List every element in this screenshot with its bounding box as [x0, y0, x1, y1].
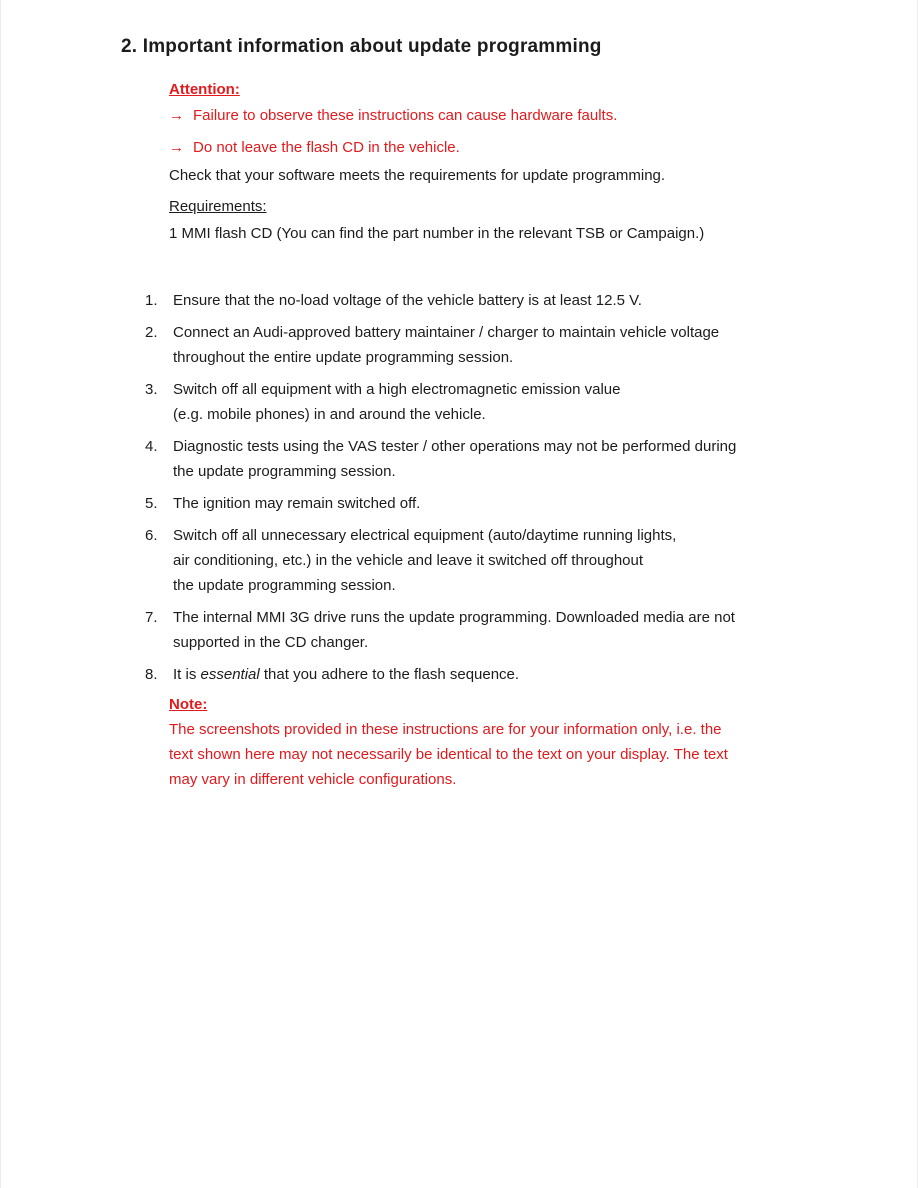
step-text — [173, 605, 735, 655]
step-line: The ignition may remain switched off. — [173, 495, 421, 512]
step-line: Switch off all equipment with a high electromagnetic emission value — [173, 381, 621, 398]
step-line: air conditioning, etc.) in the vehicle and leave it switched off throughout — [173, 552, 644, 569]
warning-text-2: Do not leave the flash CD in the vehicle. — [193, 139, 460, 156]
step-text — [173, 662, 519, 687]
step-text — [173, 377, 620, 427]
step-line: Ensure that the no-load voltage of the vehicle battery is at least 12.5 V. — [173, 292, 642, 309]
instruction-steps — [145, 288, 736, 694]
step-line: throughout the entire update programming session. — [173, 349, 514, 366]
step-number: 4. — [145, 438, 158, 455]
step-2 — [145, 320, 736, 370]
note-line: may vary in different vehicle configurations. — [169, 771, 457, 788]
step-5 — [145, 491, 736, 516]
warning-line-1 — [169, 106, 617, 126]
step-text-post: that you adhere to the flash sequence. — [259, 666, 520, 683]
step-line: the update programming session. — [173, 577, 396, 594]
step-line: Connect an Audi-approved battery maintainer / charger to maintain vehicle voltage — [173, 324, 720, 341]
step-number: 8. — [145, 666, 158, 683]
step-text — [173, 434, 736, 484]
step-7 — [145, 605, 736, 655]
requirements-heading: Requirements: — [169, 198, 267, 215]
note-section — [169, 692, 728, 792]
warning-line-2 — [169, 138, 460, 158]
step-1 — [145, 288, 736, 313]
arrow-right-icon: → — [169, 139, 184, 156]
step-number: 6. — [145, 527, 158, 544]
step-line: The internal MMI 3G drive runs the update programming. Downloaded media are not — [173, 609, 735, 626]
step-text-emphasis: essential — [200, 666, 260, 683]
note-heading: Note: — [169, 696, 208, 713]
step-text-pre: It is — [173, 666, 201, 683]
intro-text: Check that your software meets the requirements for update programming. — [169, 167, 666, 184]
requirements-item: 1 MMI flash CD (You can find the part number in the relevant TSB or Campaign.) — [169, 225, 705, 242]
step-3 — [145, 377, 736, 427]
step-line: Switch off all unnecessary electrical equipment (auto/daytime running lights, — [173, 527, 677, 544]
arrow-right-icon: → — [169, 107, 184, 124]
step-6 — [145, 523, 736, 598]
step-line: supported in the CD changer. — [173, 634, 369, 651]
note-line: The screenshots provided in these instructions are for your information only, i.e. the — [169, 721, 722, 738]
step-4 — [145, 434, 736, 484]
step-number: 3. — [145, 381, 158, 398]
page-title: 2. Important information about update programming — [121, 36, 602, 57]
step-line — [173, 662, 519, 687]
step-text — [173, 491, 420, 516]
step-number: 2. — [145, 324, 158, 341]
attention-heading: Attention: — [169, 81, 240, 98]
step-text — [173, 320, 719, 370]
step-line: (e.g. mobile phones) in and around the vehicle. — [173, 406, 486, 423]
step-text — [173, 523, 676, 598]
step-number: 5. — [145, 495, 158, 512]
step-number: 7. — [145, 609, 158, 626]
step-number: 1. — [145, 292, 158, 309]
note-line: text shown here may not necessarily be identical to the text on your display. The text — [169, 746, 728, 763]
step-line: Diagnostic tests using the VAS tester / other operations may not be performed during — [173, 438, 737, 455]
step-8 — [145, 662, 736, 687]
step-text — [173, 288, 642, 313]
warning-text-1: Failure to observe these instructions can cause hardware faults. — [193, 107, 618, 124]
step-line: the update programming session. — [173, 463, 396, 480]
